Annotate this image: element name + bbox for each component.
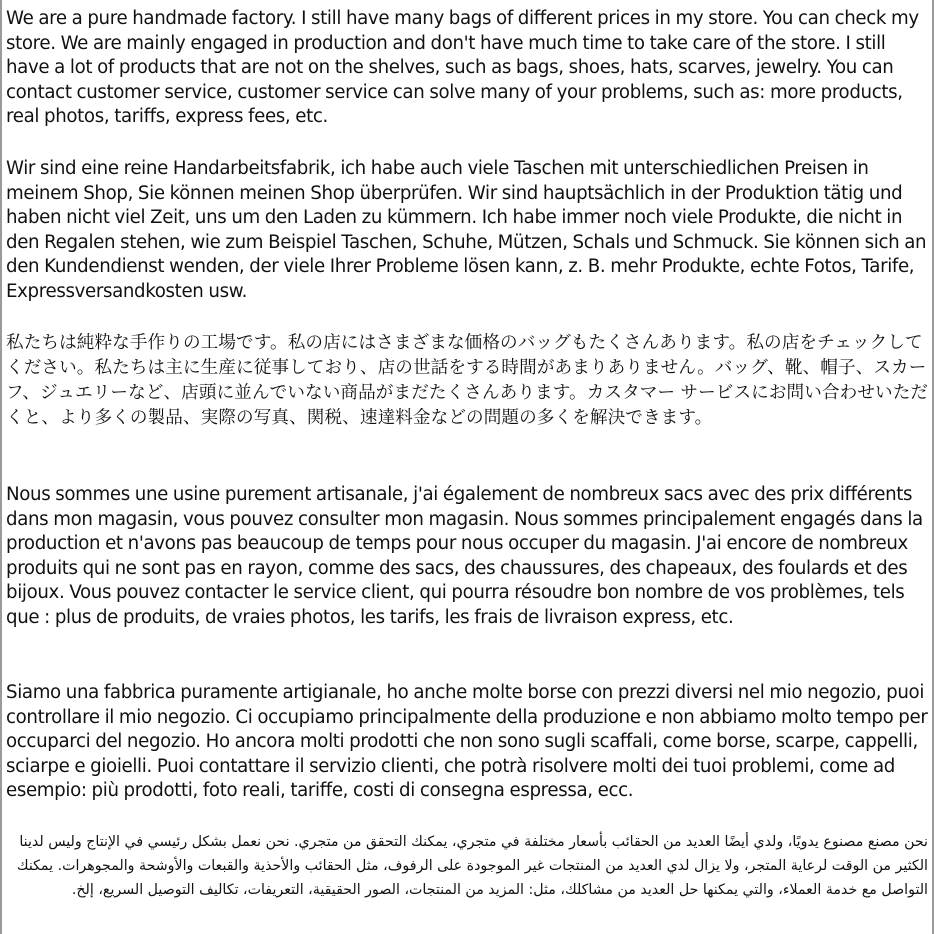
paragraph-japanese: 私たちは純粋な手作りの工場です。私の店にはさまざまな価格のバッグもたくさんあります。私の店をチェックしてください。私たちは主に生産に従事しており、店の世話をする時間があまりありません。バッグ、靴、帽子、スカーフ、ジュエリーなど、店頭に並んでいない商品がまだたくさんあります。カスタマー サービスにお問い合わせいただくと、より多くの製品、実際の写真、関税、速達料金などの問題の多くを解決できます。 <box>6 333 929 428</box>
paragraph-french: Nous sommes une usine purement artisanale, j'ai également de nombreux sacs avec des prix différents dans mon magasin, vous pouvez consulter mon magasin. Nous sommes principalement engagés dans la production et n'avons pas beaucoup de temps pour nous occuper du magasin. J'ai encore de nombreux produits qui ne sont pas en rayon, comme des sacs, des chaussures, des chapeaux, des foulards et des bijoux. Vous pouvez contacter le service client, qui pourra résoudre bon nombre de vos problèmes, tels que : plus de produits, de vraies photos, les tarifs, les frais de livraison express, etc. <box>6 484 923 628</box>
paragraph-arabic: نحن مصنع مصنوع يدويًا، ولدي أيضًا العديد من الحقائب بأسعار مختلفة في متجري، يمكنك التحقق من متجري. نحن نعمل بشكل رئيسي في الإنتاج وليس لدينا الكثير من الوقت لرعاية المتجر، ولا يزال لدي العديد من المنتجات غير الموجودة على الرفوف، مثل الحقائب والأحذية والقبعات والأوشحة والمجوهرات. يمكنك التواصل مع خدمة العملاء، والتي يمكنها حل العديد من مشاكلك، مثل: المزيد من المنتجات، الصور الحقيقية، التعريفات، تكاليف التوصيل السريع، إلخ. <box>16 834 928 898</box>
paragraph-italian: Siamo una fabbrica puramente artigianale, ho anche molte borse con prezzi diversi nel mio negozio, puoi controllare il mio negozio. Ci occupiamo principalmente della produzione e non abbiamo molto tempo per occuparci del negozio. Ho ancora molti prodotti che non sono sugli scaffali, come borse, scarpe, cappelli, sciarpe e gioielli. Puoi contattare il servizio clienti, che potrà risolvere molti dei tuoi problemi, come ad esempio: più prodotti, foto reali, tariffe, costi di consegna espressa, ecc. <box>6 682 928 802</box>
paragraph-german: Wir sind eine reine Handarbeitsfabrik, ich habe auch viele Taschen mit unterschiedlichen Preisen in meinem Shop, Sie können meinen Shop überprüfen. Wir sind hauptsächlich in der Produktion tätig und haben nicht viel Zeit, uns um den Laden zu kümmern. Ich habe immer noch viele Produkte, die nicht in den Regalen stehen, wie zum Beispiel Taschen, Schuhe, Mützen, Schals und Schmuck. Sie können sich an den Kundendienst wenden, der viele Ihrer Probleme lösen kann, z. B. mehr Produkte, echte Fotos, Tarife, Expressversandkosten usw. <box>6 158 927 302</box>
paragraph-english: We are a pure handmade factory. I still have many bags of different prices in my store. You can check my store. We are mainly engaged in production and don't have much time to take care of the store. I still have a lot of products that are not on the shelves, such as bags, shoes, hats, scarves, jewelry. You can contact customer service, customer service can solve many of your problems, such as: more products, real photos, tariffs, express fees, etc. <box>6 8 919 128</box>
